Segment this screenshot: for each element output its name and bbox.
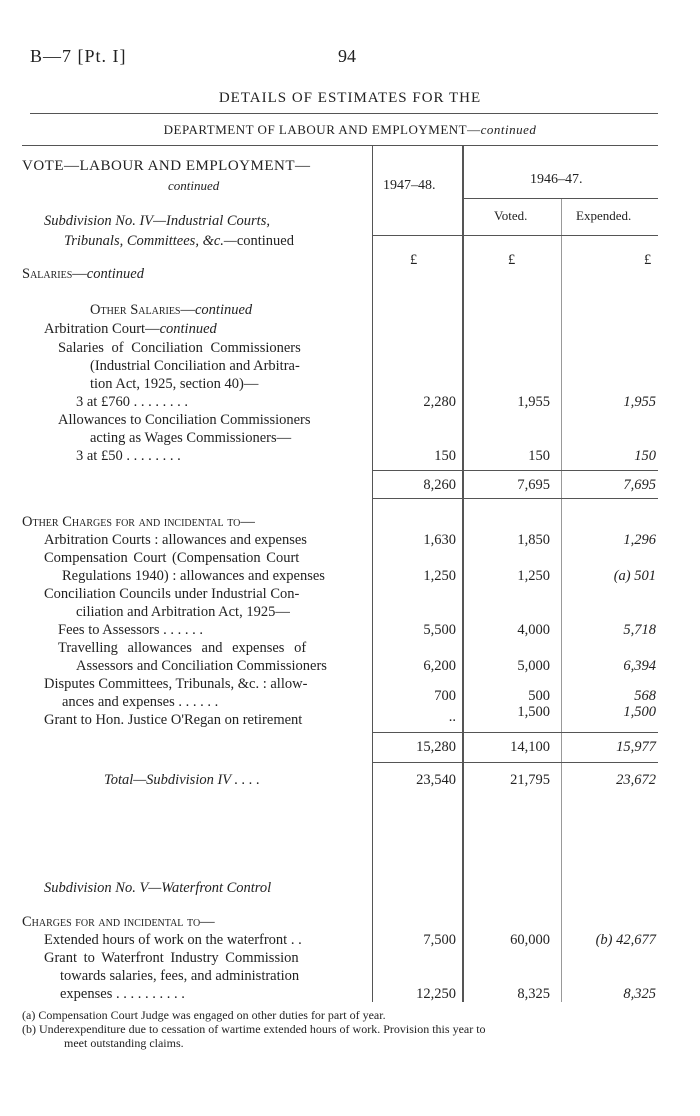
page-title: DETAILS OF ESTIMATES FOR THE bbox=[218, 90, 482, 106]
page-number: 94 bbox=[338, 46, 356, 66]
waterfront-expended: 8,325 bbox=[623, 986, 656, 1002]
disputes-voted: 500 bbox=[528, 688, 550, 704]
other-salaries-heading: Other Salaries—continued bbox=[90, 302, 253, 318]
subdivision-iv-title-2: Tribunals, Committees, &c.—continued bbox=[64, 233, 294, 249]
extended-expended: (b) 42,677 bbox=[595, 932, 656, 948]
other-subtotal-voted: 14,100 bbox=[510, 739, 550, 755]
row-grant-oregan-label: Grant to Hon. Justice O'Regan on retirement bbox=[44, 712, 303, 728]
row-waterfront-label-3: expenses . . . . . . . . . . bbox=[60, 986, 185, 1002]
row-comp-label-2: Regulations 1940) : allowances and expenses bbox=[62, 568, 325, 584]
salaries-heading: Salaries—continued bbox=[22, 266, 144, 282]
row-disputes-label-1: Disputes Committees, Tribunals, &c. : allow- bbox=[44, 676, 308, 692]
other-subtotal-expended: 15,977 bbox=[616, 739, 656, 755]
row-salaries-label-4: 3 at £760 . . . . . . . . bbox=[76, 394, 188, 410]
section-ref: B—7 [Pt. I] bbox=[30, 46, 127, 66]
col-rule-3 bbox=[561, 198, 562, 1002]
currency-c1: £ bbox=[410, 252, 418, 268]
salaries-subtotal-1947: 8,260 bbox=[423, 477, 456, 493]
col-voted: Voted. bbox=[494, 208, 528, 223]
footnote-b: (b) Underexpenditure due to cessation of wartime extended hours of work. Provision this year to bbox=[22, 1022, 486, 1036]
row-waterfront-label-2: towards salaries, fees, and administration bbox=[60, 968, 300, 984]
salaries-subtotal-expended: 7,695 bbox=[623, 477, 656, 493]
row-conc-label-1: Conciliation Councils under Industrial Con- bbox=[44, 586, 300, 602]
row-arb-courts-label: Arbitration Courts : allowances and expenses bbox=[44, 532, 307, 548]
col-year1947: 1947–48. bbox=[383, 178, 436, 193]
comp-1947: 1,250 bbox=[423, 568, 456, 584]
travel-voted: 5,000 bbox=[517, 658, 550, 674]
row-travel-label-2: Assessors and Conciliation Commissioners bbox=[76, 658, 327, 674]
subtotal-rule-4 bbox=[372, 762, 658, 763]
row-extended-label: Extended hours of work on the waterfront . . bbox=[44, 932, 302, 948]
salaries-subtotal-voted: 7,695 bbox=[517, 477, 550, 493]
voted-rule bbox=[463, 198, 658, 199]
col-rule-1 bbox=[372, 146, 373, 1002]
row-salaries-label-1: Salaries of Conciliation Commissioners bbox=[58, 340, 301, 356]
total-iv-voted: 21,795 bbox=[510, 772, 550, 788]
title-rule bbox=[30, 113, 658, 114]
arb-courts-expended: 1,296 bbox=[623, 532, 656, 548]
comp-voted: 1,250 bbox=[517, 568, 550, 584]
grant-oregan-1947: .. bbox=[448, 709, 456, 725]
table-top-rule bbox=[22, 145, 658, 146]
currency-c3: £ bbox=[644, 252, 652, 268]
other-subtotal-1947: 15,280 bbox=[416, 739, 456, 755]
footnote-a: (a) Compensation Court Judge was engaged on other duties for part of year. bbox=[22, 1008, 386, 1022]
subtotal-rule-3 bbox=[372, 732, 658, 733]
travel-1947: 6,200 bbox=[423, 658, 456, 674]
waterfront-1947: 12,250 bbox=[416, 986, 456, 1002]
subtotal-rule-2 bbox=[372, 498, 658, 499]
salaries-voted: 1,955 bbox=[517, 394, 550, 410]
vote-continued: continued bbox=[168, 178, 220, 193]
allow-expended: 150 bbox=[634, 448, 656, 464]
fees-1947: 5,500 bbox=[423, 622, 456, 638]
other-charges-heading: Other Charges for and incidental to— bbox=[22, 514, 255, 530]
waterfront-voted: 8,325 bbox=[517, 986, 550, 1002]
row-fees-label: Fees to Assessors . . . . . . bbox=[58, 622, 204, 638]
col-rule-2 bbox=[462, 146, 464, 1002]
row-waterfront-label-1: Grant to Waterfront Industry Commission bbox=[44, 950, 299, 966]
arb-courts-voted: 1,850 bbox=[517, 532, 550, 548]
arb-courts-1947: 1,630 bbox=[423, 532, 456, 548]
row-disputes-label-2: ances and expenses . . . . . . bbox=[62, 694, 219, 710]
grant-oregan-expended: 1,500 bbox=[623, 704, 656, 720]
row-allow-label-1: Allowances to Conciliation Commissioners bbox=[58, 412, 311, 428]
vote-title: VOTE—LABOUR AND EMPLOYMENT— bbox=[22, 158, 311, 174]
col-year1946: 1946–47. bbox=[530, 172, 583, 187]
travel-expended: 6,394 bbox=[623, 658, 656, 674]
total-iv-1947: 23,540 bbox=[416, 772, 456, 788]
subtotal-rule-1 bbox=[372, 470, 658, 471]
salaries-expended: 1,955 bbox=[623, 394, 656, 410]
arbitration-court-heading: Arbitration Court—continued bbox=[44, 321, 217, 337]
allow-1947: 150 bbox=[434, 448, 456, 464]
charges-heading: Charges for and incidental to— bbox=[22, 914, 215, 930]
colhead-rule bbox=[372, 235, 658, 236]
row-allow-label-2: acting as Wages Commissioners— bbox=[90, 430, 292, 446]
extended-1947: 7,500 bbox=[423, 932, 456, 948]
subdivision-v-title: Subdivision No. V—Waterfront Control bbox=[44, 880, 272, 896]
total-subdivision-iv-label: Total—Subdivision IV . . . . bbox=[104, 772, 260, 788]
currency-c2: £ bbox=[508, 252, 516, 268]
extended-voted: 60,000 bbox=[510, 932, 550, 948]
disputes-expended: 568 bbox=[634, 688, 656, 704]
row-comp-label-1: Compensation Court (Compensation Court bbox=[44, 550, 300, 566]
salaries-1947: 2,280 bbox=[423, 394, 456, 410]
row-travel-label-1: Travelling allowances and expenses of bbox=[58, 640, 307, 656]
fees-expended: 5,718 bbox=[623, 622, 656, 638]
subdivision-iv-title: Subdivision No. IV—Industrial Courts, bbox=[44, 213, 270, 229]
col-expended: Expended. bbox=[576, 208, 632, 223]
footnote-b-cont: meet outstanding claims. bbox=[64, 1036, 184, 1050]
page-subtitle: DEPARTMENT OF LABOUR AND EMPLOYMENT—continued bbox=[163, 122, 537, 137]
row-allow-label-3: 3 at £50 . . . . . . . . bbox=[76, 448, 181, 464]
disputes-1947: 700 bbox=[434, 688, 456, 704]
row-conc-label-2: ciliation and Arbitration Act, 1925— bbox=[76, 604, 290, 620]
fees-voted: 4,000 bbox=[517, 622, 550, 638]
row-salaries-label-2: (Industrial Conciliation and Arbitra- bbox=[90, 358, 300, 374]
allow-voted: 150 bbox=[528, 448, 550, 464]
row-salaries-label-3: tion Act, 1925, section 40)— bbox=[90, 376, 259, 392]
grant-oregan-voted: 1,500 bbox=[517, 704, 550, 720]
comp-expended: (a) 501 bbox=[613, 568, 656, 584]
total-iv-expended: 23,672 bbox=[616, 772, 656, 788]
